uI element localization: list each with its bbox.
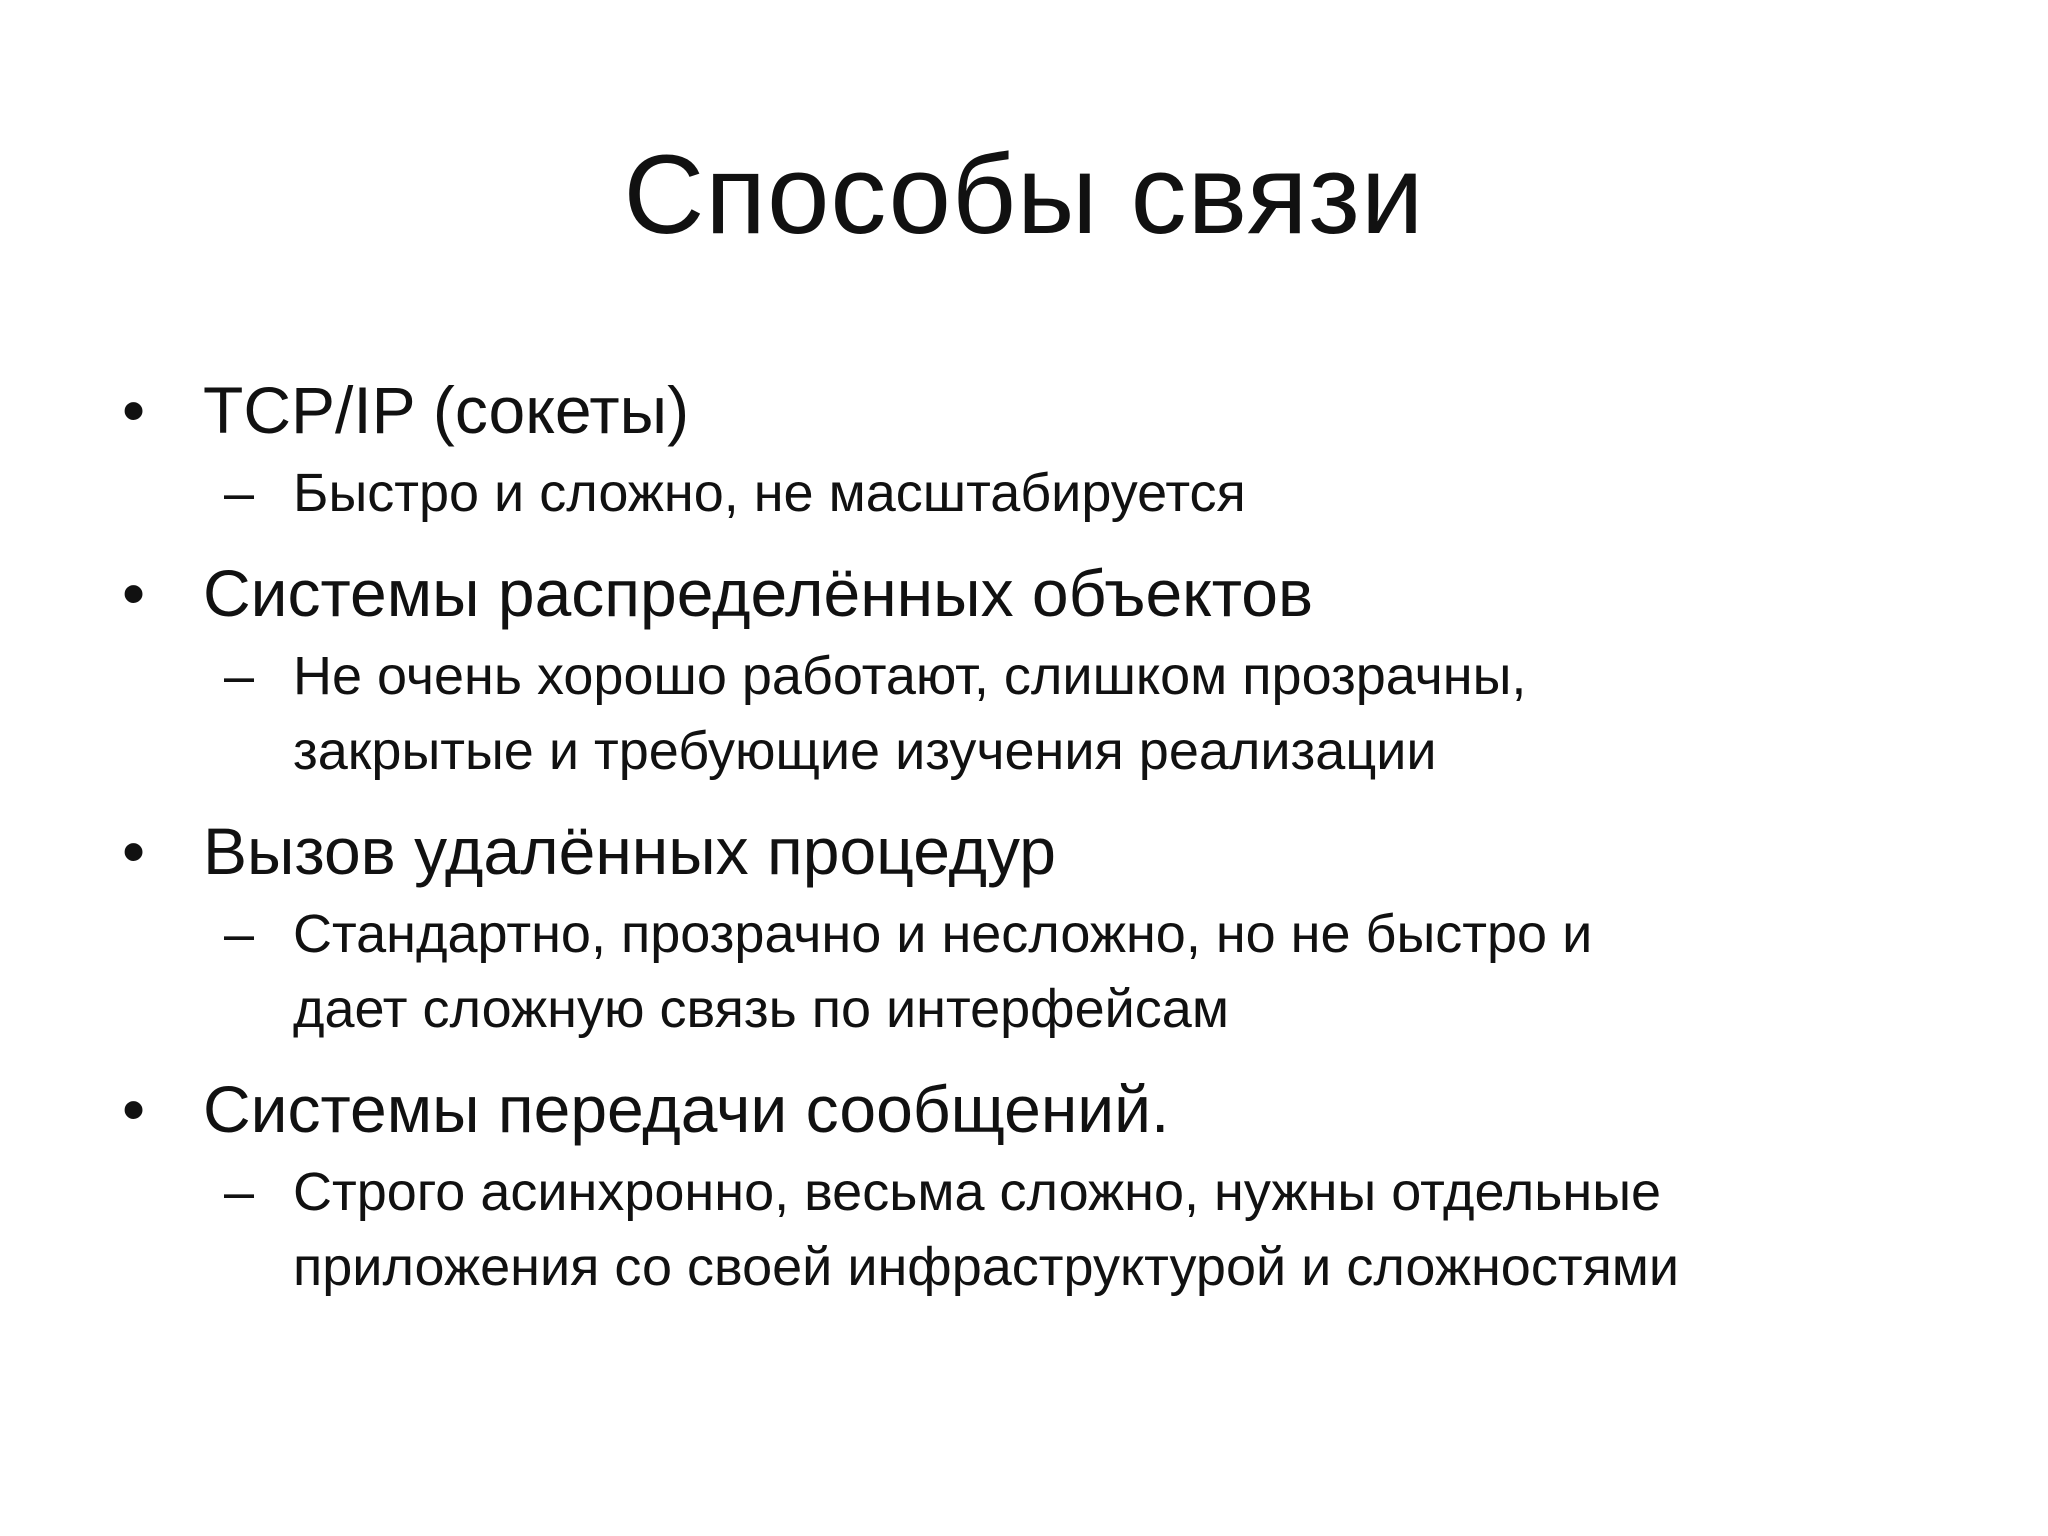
- sub-bullet-text: Не очень хорошо работают, слишком прозрачны,: [293, 646, 1527, 706]
- bullet-icon: •: [122, 373, 146, 447]
- sub-bullet-text: Быстро и сложно, не масштабируется: [293, 463, 1246, 523]
- sub-bullet-item: [118, 1155, 1978, 1305]
- bullet-text: Системы передачи сообщений.: [203, 1072, 1170, 1146]
- bullet-item: [118, 1069, 1978, 1149]
- sub-bullet-item: [118, 456, 1978, 531]
- sub-bullet-text: Строго асинхронно, весьма сложно, нужны отдельные: [293, 1162, 1662, 1222]
- bullet-icon: •: [122, 1072, 146, 1146]
- bullet-icon: •: [122, 556, 146, 630]
- bullet-text: TCP/IP (сокеты): [203, 373, 690, 447]
- sub-bullet-text: приложения со своей инфраструктурой и сложностями: [293, 1237, 1680, 1297]
- bullet-icon: •: [122, 814, 146, 888]
- dash-icon: –: [224, 463, 255, 523]
- bullet-text: Вызов удалённых процедур: [203, 814, 1056, 888]
- dash-icon: –: [224, 904, 255, 964]
- dash-icon: –: [224, 1162, 255, 1222]
- sub-bullet-text: Стандартно, прозрачно и несложно, но не быстро и: [293, 904, 1593, 964]
- bullet-item: [118, 370, 1978, 450]
- dash-icon: –: [224, 646, 255, 706]
- slide-title: Способы связи: [623, 132, 1425, 257]
- bullet-item: [118, 811, 1978, 891]
- sub-bullet-text: дает сложную связь по интерфейсам: [293, 979, 1229, 1039]
- sub-bullet-item: [118, 639, 1978, 789]
- sub-bullet-item: [118, 897, 1978, 1047]
- sub-bullet-text: закрытые и требующие изучения реализации: [293, 721, 1437, 781]
- bullet-list: [118, 370, 1978, 1305]
- bullet-item: [118, 553, 1978, 633]
- bullet-text: Системы распределённых объектов: [203, 556, 1314, 630]
